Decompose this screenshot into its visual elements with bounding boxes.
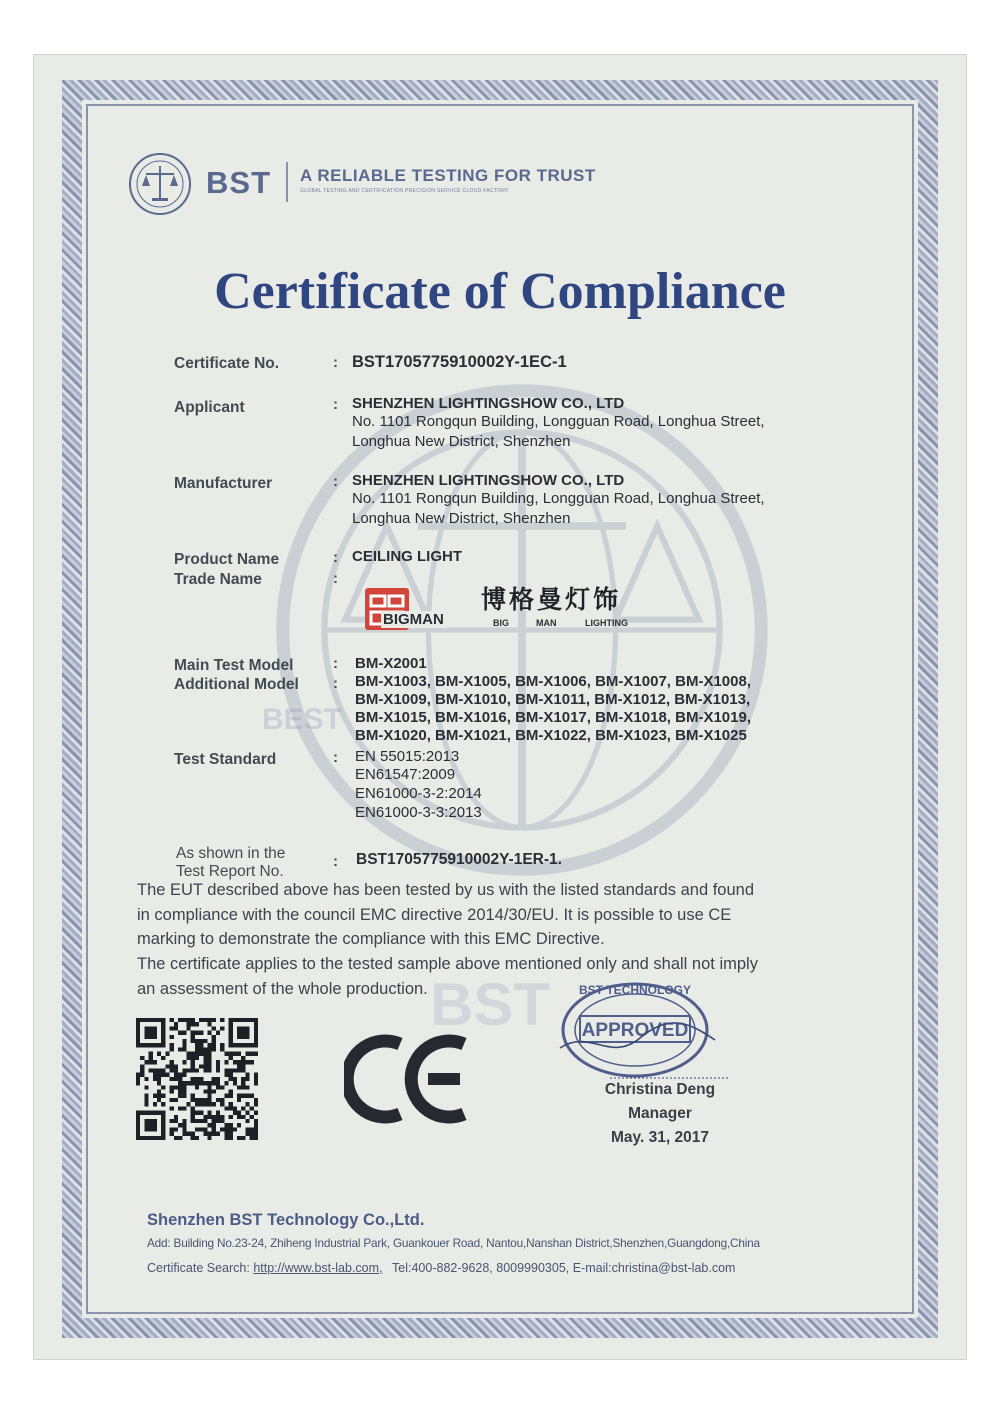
signatory-name: Christina Deng xyxy=(604,1081,716,1098)
test-standard-label: Test Standard xyxy=(174,751,277,768)
footer-contact xyxy=(147,1261,735,1275)
statement-line: an assessment of the whole production. xyxy=(137,980,428,998)
additional-model-label: Additional Model xyxy=(174,676,299,693)
issue-date: May. 31, 2017 xyxy=(611,1129,709,1146)
colon: : xyxy=(333,354,338,371)
additional-model-line: BM-X1009, BM-X1010, BM-X1011, BM-X1012, BM-X1013, xyxy=(355,691,751,708)
certificate-search-link[interactable]: http://www.bst-lab.com, xyxy=(253,1261,383,1275)
trade-logo-sub-man: MAN xyxy=(536,618,557,628)
test-standard-item: EN61000-3-2:2014 xyxy=(355,785,482,802)
main-test-model-value: BM-X2001 xyxy=(355,655,427,672)
colon: : xyxy=(333,549,338,566)
trade-logo-text: BIGMAN xyxy=(383,611,444,628)
additional-model-line: BM-X1015, BM-X1016, BM-X1017, BM-X1018, BM-X1019, xyxy=(355,709,751,726)
brand-slogan: A RELIABLE TESTING FOR TRUST xyxy=(300,166,596,185)
colon: : xyxy=(333,853,338,870)
certificate-no-value: BST1705775910002Y-1EC-1 xyxy=(352,353,567,371)
manufacturer-label: Manufacturer xyxy=(174,475,273,492)
statement-line: The EUT described above has been tested by us with the listed standards and found xyxy=(137,881,755,899)
test-standard-item: EN 55015:2013 xyxy=(355,748,460,765)
watermark-bst: BST xyxy=(430,971,550,1038)
certificate-title: Certificate of Compliance xyxy=(214,263,786,320)
brand-name: BST xyxy=(206,165,271,200)
trade-logo-sub-lighting: LIGHTING xyxy=(585,618,628,628)
manufacturer-name: SHENZHEN LIGHTINGSHOW CO., LTD xyxy=(352,472,625,489)
applicant-address-line1: No. 1101 Rongqun Building, Longguan Road, Longhua Street, xyxy=(352,413,765,430)
qr-code xyxy=(136,1018,258,1140)
colon: : xyxy=(333,570,338,587)
product-name-label: Product Name xyxy=(174,551,280,568)
colon: : xyxy=(333,675,338,692)
brand-divider xyxy=(286,162,288,202)
ce-mark-icon xyxy=(344,1030,472,1128)
additional-model-line: BM-X1020, BM-X1021, BM-X1022, BM-X1023, BM-X1025 xyxy=(355,727,747,744)
stamp-ring-text: BST TECHNOLOGY xyxy=(578,983,692,997)
approved-stamp xyxy=(540,968,730,1088)
colon: : xyxy=(333,655,338,672)
footer-company-name: Shenzhen BST Technology Co.,Ltd. xyxy=(147,1211,425,1229)
applicant-label: Applicant xyxy=(174,399,245,416)
trade-name-label: Trade Name xyxy=(174,571,262,588)
statement-line: marking to demonstrate the compliance with this EMC Directive. xyxy=(137,930,605,948)
footer-address: Add: Building No.23-24, Zhiheng Industrial Park, Guankouer Road, Nantou,Nanshan District,Shenzhen,Guangdong,China xyxy=(147,1236,760,1250)
colon: : xyxy=(333,473,338,490)
bst-scale-logo-icon xyxy=(128,152,192,216)
test-report-label-line1: As shown in the xyxy=(176,845,286,862)
watermark-best: BEST xyxy=(262,703,343,736)
test-report-value: BST1705775910002Y-1ER-1. xyxy=(356,851,562,868)
brand-subslogan: GLOBAL TESTING AND CERTIFICATION PRECISION SERVICE CLOUD FACTORY xyxy=(300,188,509,194)
product-name-value: CEILING LIGHT xyxy=(352,548,462,565)
stamp-approved-text: APPROVED xyxy=(581,1020,689,1041)
signatory-title: Manager xyxy=(628,1105,692,1122)
applicant-address-line2: Longhua New District, Shenzhen xyxy=(352,433,571,450)
manufacturer-address-line1: No. 1101 Rongqun Building, Longguan Road, Longhua Street, xyxy=(352,490,765,507)
main-test-model-label: Main Test Model xyxy=(174,657,294,674)
test-report-label-line2: Test Report No. xyxy=(176,863,284,880)
trade-logo-sub-big: BIG xyxy=(493,618,510,628)
footer-tel-email: Tel:400-882-9628, 8009990305, E-mail:christina@bst-lab.com xyxy=(392,1261,736,1275)
trade-logo-chinese: 博格曼灯饰 xyxy=(481,585,622,614)
certificate-no-label: Certificate No. xyxy=(174,355,280,372)
colon: : xyxy=(333,396,338,413)
additional-model-line: BM-X1003, BM-X1005, BM-X1006, BM-X1007, BM-X1008, xyxy=(355,673,751,690)
test-standard-item: EN61547:2009 xyxy=(355,766,456,783)
manufacturer-address-line2: Longhua New District, Shenzhen xyxy=(352,510,571,527)
certificate-search-label: Certificate Search: xyxy=(147,1261,250,1275)
test-standard-item: EN61000-3-3:2013 xyxy=(355,804,482,821)
trade-logo xyxy=(363,586,663,636)
statement-line: The certificate applies to the tested sample above mentioned only and shall not imply xyxy=(137,955,758,973)
applicant-name: SHENZHEN LIGHTINGSHOW CO., LTD xyxy=(352,395,625,412)
colon: : xyxy=(333,749,338,766)
statement-line: in compliance with the council EMC directive 2014/30/EU. It is possible to use CE xyxy=(137,906,732,924)
